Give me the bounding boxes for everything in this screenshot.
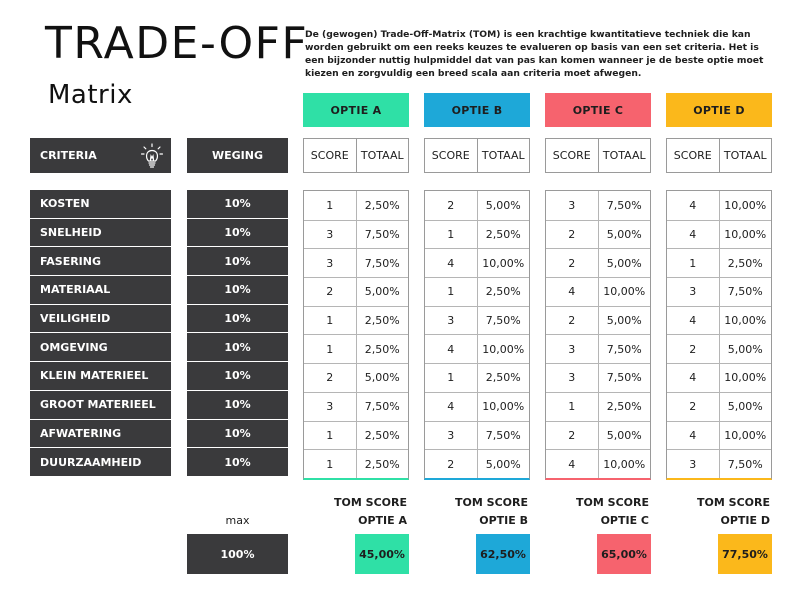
totaal-cell: 10,00% xyxy=(719,307,772,335)
totaal-cell: 5,00% xyxy=(598,249,651,277)
option-subheader-2 xyxy=(424,138,530,173)
totaal-cell: 7,50% xyxy=(719,450,772,478)
table-row xyxy=(546,220,650,249)
table-row xyxy=(546,306,650,335)
page-title: TRADE-OFF xyxy=(45,18,309,69)
totaal-cell: 7,50% xyxy=(356,249,409,277)
tom-score-label-1 xyxy=(301,494,407,529)
option-table-2 xyxy=(424,190,530,480)
criterion-label: KLEIN MATERIEEL xyxy=(30,362,171,391)
table-row xyxy=(546,334,650,363)
score-cell: 3 xyxy=(689,285,697,299)
tom-score-value-1: 45,00% xyxy=(355,534,409,574)
score-cell: 3 xyxy=(447,314,455,328)
score-cell: 2 xyxy=(568,256,576,270)
table-row xyxy=(546,248,650,277)
totaal-cell: 2,50% xyxy=(477,221,530,249)
totaal-cell: 7,50% xyxy=(356,393,409,421)
score-cell: 1 xyxy=(326,342,334,356)
score-header: SCORE xyxy=(673,149,712,162)
page-subtitle: Matrix xyxy=(48,80,133,110)
totaal-cell: 10,00% xyxy=(719,364,772,392)
option-header-3: OPTIE C xyxy=(545,93,651,127)
table-row xyxy=(667,449,771,478)
score-cell: 4 xyxy=(568,285,576,299)
table-row xyxy=(304,334,408,363)
score-cell: 3 xyxy=(447,428,455,442)
table-row xyxy=(546,277,650,306)
totaal-cell: 10,00% xyxy=(719,191,772,220)
score-cell: 2 xyxy=(326,371,334,385)
totaal-header: TOTAAL xyxy=(477,139,530,172)
table-row xyxy=(546,421,650,450)
totaal-cell: 2,50% xyxy=(477,364,530,392)
intro-text: De (gewogen) Trade-Off-Matrix (TOM) is een krachtige kwantitatieve techniek die kan worden gebruikt om een reeks keuzes te evalueren op basis van een set criteria. Het is een bijzonder nuttig hulpmiddel dat van pas kan komen wanneer je de beste optie moet kiezen en zorgvuldig een breed scala aan criteria moet afwegen. xyxy=(305,29,764,80)
totaal-cell: 7,50% xyxy=(598,191,651,220)
weging-value: 10% xyxy=(187,420,288,449)
weging-value: 10% xyxy=(187,362,288,391)
totaal-cell: 10,00% xyxy=(719,422,772,450)
table-row xyxy=(667,421,771,450)
criterion-label: AFWATERING xyxy=(30,420,171,449)
totaal-cell: 10,00% xyxy=(477,393,530,421)
score-cell: 4 xyxy=(689,314,697,328)
criterion-label: VEILIGHEID xyxy=(30,305,171,334)
score-cell: 2 xyxy=(326,285,334,299)
totaal-cell: 10,00% xyxy=(477,249,530,277)
table-row xyxy=(667,277,771,306)
score-cell: 2 xyxy=(689,342,697,356)
score-cell: 4 xyxy=(689,371,697,385)
criteria-header xyxy=(30,138,171,173)
table-row xyxy=(546,392,650,421)
score-cell: 4 xyxy=(689,228,697,242)
score-cell: 2 xyxy=(568,428,576,442)
totaal-cell: 2,50% xyxy=(356,450,409,478)
totaal-header: TOTAAL xyxy=(356,139,409,172)
weging-column xyxy=(187,190,288,477)
criteria-header-label: CRITERIA xyxy=(40,149,97,162)
score-cell: 1 xyxy=(447,285,455,299)
table-row xyxy=(425,277,529,306)
score-cell: 2 xyxy=(568,228,576,242)
weging-header: WEGING xyxy=(187,138,288,173)
tom-score-label-4 xyxy=(664,494,770,529)
score-cell: 3 xyxy=(568,371,576,385)
table-row xyxy=(304,363,408,392)
score-cell: 4 xyxy=(447,400,455,414)
totaal-cell: 5,00% xyxy=(719,393,772,421)
score-cell: 3 xyxy=(326,400,334,414)
score-cell: 2 xyxy=(568,314,576,328)
score-cell: 1 xyxy=(326,428,334,442)
weging-value: 10% xyxy=(187,305,288,334)
score-header: SCORE xyxy=(552,149,591,162)
tom-score-title: TOM SCORE xyxy=(697,496,770,509)
tom-score-label-3 xyxy=(543,494,649,529)
totaal-cell: 7,50% xyxy=(598,335,651,363)
score-cell: 4 xyxy=(689,428,697,442)
criterion-label: SNELHEID xyxy=(30,219,171,248)
weging-value: 10% xyxy=(187,448,288,477)
totaal-header: TOTAAL xyxy=(719,139,772,172)
score-cell: 1 xyxy=(326,314,334,328)
totaal-cell: 2,50% xyxy=(356,335,409,363)
criterion-label: KOSTEN xyxy=(30,190,171,219)
table-row xyxy=(425,191,529,220)
tom-score-label-2 xyxy=(422,494,528,529)
table-row xyxy=(425,248,529,277)
totaal-cell: 10,00% xyxy=(598,450,651,478)
lightbulb-icon xyxy=(141,143,163,169)
score-cell: 3 xyxy=(568,198,576,212)
table-row xyxy=(304,248,408,277)
table-row xyxy=(304,220,408,249)
totaal-cell: 2,50% xyxy=(356,191,409,220)
score-cell: 1 xyxy=(326,198,334,212)
table-row xyxy=(667,392,771,421)
table-row xyxy=(425,449,529,478)
totaal-cell: 5,00% xyxy=(598,422,651,450)
totaal-cell: 2,50% xyxy=(356,422,409,450)
table-row xyxy=(304,449,408,478)
table-row xyxy=(425,220,529,249)
tom-score-option: OPTIE B xyxy=(479,513,528,527)
weging-value: 10% xyxy=(187,190,288,219)
score-cell: 4 xyxy=(568,457,576,471)
score-cell: 3 xyxy=(689,457,697,471)
weging-value: 10% xyxy=(187,276,288,305)
totaal-cell: 10,00% xyxy=(598,278,651,306)
totaal-cell: 2,50% xyxy=(719,249,772,277)
score-cell: 4 xyxy=(447,256,455,270)
tom-score-value-2: 62,50% xyxy=(476,534,530,574)
totaal-cell: 10,00% xyxy=(477,335,530,363)
score-cell: 1 xyxy=(326,457,334,471)
option-subheader-3 xyxy=(545,138,651,173)
tom-score-title: TOM SCORE xyxy=(576,496,649,509)
table-row xyxy=(667,191,771,220)
table-row xyxy=(546,363,650,392)
option-table-3 xyxy=(545,190,651,480)
table-row xyxy=(667,363,771,392)
score-cell: 3 xyxy=(568,342,576,356)
score-header: SCORE xyxy=(310,149,349,162)
totaal-cell: 7,50% xyxy=(356,221,409,249)
totaal-cell: 7,50% xyxy=(598,364,651,392)
table-row xyxy=(667,334,771,363)
tom-score-value-3: 65,00% xyxy=(597,534,651,574)
score-cell: 3 xyxy=(326,228,334,242)
criterion-label: FASERING xyxy=(30,247,171,276)
score-cell: 2 xyxy=(447,198,455,212)
criterion-label: MATERIAAL xyxy=(30,276,171,305)
criterion-label: OMGEVING xyxy=(30,333,171,362)
weging-value: 10% xyxy=(187,247,288,276)
score-cell: 4 xyxy=(689,198,697,212)
criterion-label: DUURZAAMHEID xyxy=(30,448,171,477)
tom-score-option: OPTIE A xyxy=(358,513,407,527)
option-table-1 xyxy=(303,190,409,480)
option-header-1: OPTIE A xyxy=(303,93,409,127)
table-row xyxy=(304,421,408,450)
totaal-cell: 7,50% xyxy=(477,307,530,335)
table-row xyxy=(425,306,529,335)
table-row xyxy=(425,421,529,450)
weging-value: 10% xyxy=(187,219,288,248)
totaal-cell: 7,50% xyxy=(477,422,530,450)
table-row xyxy=(425,334,529,363)
table-row xyxy=(546,191,650,220)
table-row xyxy=(425,392,529,421)
max-value: 100% xyxy=(187,534,288,574)
option-header-2: OPTIE B xyxy=(424,93,530,127)
score-cell: 1 xyxy=(568,400,576,414)
totaal-cell: 5,00% xyxy=(719,335,772,363)
totaal-cell: 2,50% xyxy=(477,278,530,306)
totaal-cell: 7,50% xyxy=(719,278,772,306)
table-row xyxy=(304,392,408,421)
table-row xyxy=(304,306,408,335)
tom-score-title: TOM SCORE xyxy=(455,496,528,509)
table-row xyxy=(667,220,771,249)
tom-score-title: TOM SCORE xyxy=(334,496,407,509)
score-cell: 1 xyxy=(447,228,455,242)
max-label: max xyxy=(225,514,250,527)
score-header: SCORE xyxy=(431,149,470,162)
totaal-cell: 5,00% xyxy=(356,364,409,392)
score-cell: 2 xyxy=(447,457,455,471)
table-row xyxy=(425,363,529,392)
weging-value: 10% xyxy=(187,333,288,362)
tom-score-option: OPTIE D xyxy=(720,513,770,527)
option-subheader-4 xyxy=(666,138,772,173)
score-cell: 2 xyxy=(689,400,697,414)
table-row xyxy=(304,277,408,306)
option-subheader-1 xyxy=(303,138,409,173)
option-header-4: OPTIE D xyxy=(666,93,772,127)
score-cell: 3 xyxy=(326,256,334,270)
option-table-4 xyxy=(666,190,772,480)
totaal-cell: 2,50% xyxy=(598,393,651,421)
totaal-cell: 5,00% xyxy=(477,191,530,220)
totaal-cell: 2,50% xyxy=(356,307,409,335)
table-row xyxy=(667,306,771,335)
weging-value: 10% xyxy=(187,391,288,420)
totaal-cell: 5,00% xyxy=(477,450,530,478)
tom-score-option: OPTIE C xyxy=(600,513,649,527)
criteria-column xyxy=(30,190,171,477)
table-row xyxy=(546,449,650,478)
score-cell: 4 xyxy=(447,342,455,356)
score-cell: 1 xyxy=(447,371,455,385)
totaal-cell: 5,00% xyxy=(598,221,651,249)
totaal-header: TOTAAL xyxy=(598,139,651,172)
totaal-cell: 5,00% xyxy=(598,307,651,335)
table-row xyxy=(304,191,408,220)
table-row xyxy=(667,248,771,277)
totaal-cell: 5,00% xyxy=(356,278,409,306)
score-cell: 1 xyxy=(689,256,697,270)
criterion-label: GROOT MATERIEEL xyxy=(30,391,171,420)
totaal-cell: 10,00% xyxy=(719,221,772,249)
tom-score-value-4: 77,50% xyxy=(718,534,772,574)
